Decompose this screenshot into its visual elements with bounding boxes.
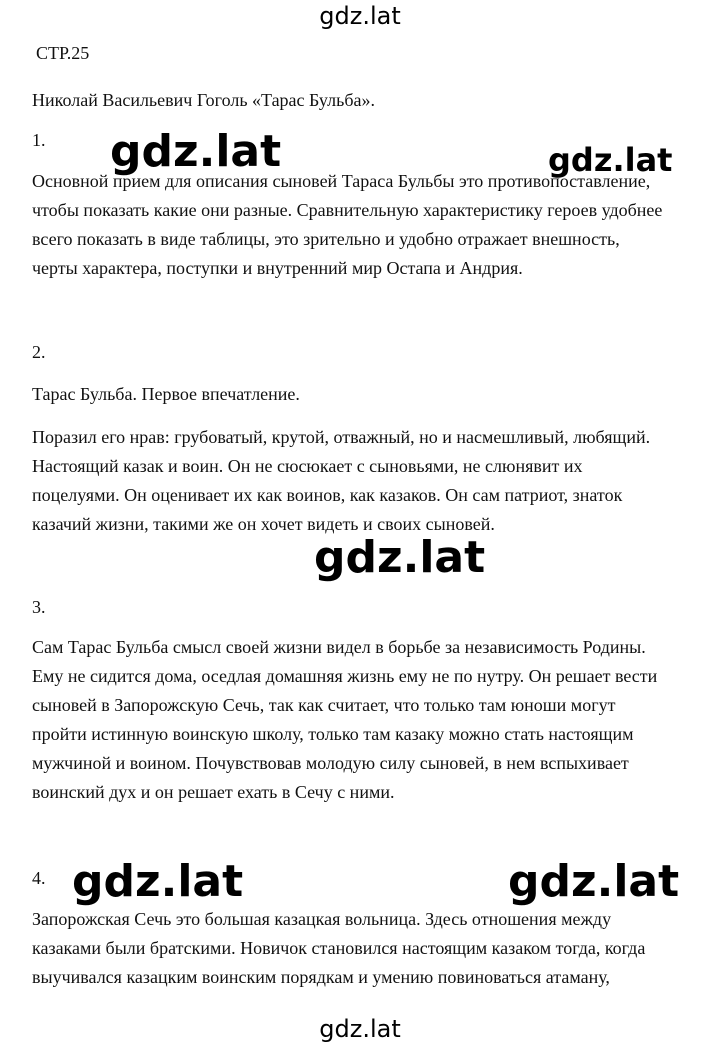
text-line: мужчиной и воином. Почувствовав молодую силу сыновей, в нем вспыхивает (32, 753, 629, 773)
text-line: Основной прием для описания сыновей Тараса Бульбы это противопоставление, (32, 171, 651, 191)
section-1-number: 1. (32, 130, 46, 150)
work-title: Николай Васильевич Гоголь «Тарас Бульба». (32, 90, 375, 110)
text-line: воинский дух и он решает ехать в Сечу с ними. (32, 782, 395, 802)
section-3-number: 3. (32, 597, 46, 617)
watermark-large-2: gdz.lat (548, 141, 673, 179)
text-line: казаками были братскими. Новичок становился настоящим казаком тогда, когда (32, 938, 646, 958)
section-2-heading: Тарас Бульба. Первое впечатление. (32, 384, 300, 404)
text-line: чтобы показать какие они разные. Сравнительную характеристику героев удобнее (32, 200, 663, 220)
watermark-bottom: gdz.lat (319, 1015, 401, 1043)
watermark-large-3: gdz.lat (314, 532, 486, 583)
text-line: Поразил его нрав: грубоватый, крутой, отважный, но и насмешливый, любящий. (32, 427, 651, 447)
text-line: казачий жизни, такими же он хочет видеть и своих сыновей. (32, 514, 495, 534)
page-label: СТР.25 (36, 43, 90, 63)
section-2-number: 2. (32, 342, 46, 362)
text-line: Ему не сидится дома, оседлая домашняя жизнь ему не по нутру. Он решает вести (32, 666, 658, 686)
watermark-large-1: gdz.lat (110, 126, 282, 177)
text-line: Настоящий казак и воин. Он не сюсюкает с сыновьями, не слюнявит их (32, 456, 583, 476)
text-line: Запорожская Сечь это большая казацкая вольница. Здесь отношения между (32, 909, 612, 929)
section-3-text (32, 633, 720, 807)
text-line: сыновей в Запорожскую Сечь, так как считает, что только там юноши могут (32, 695, 616, 715)
text-line: черты характера, поступки и внутренний мир Остапа и Андрия. (32, 258, 523, 278)
section-2-text (32, 423, 720, 539)
text-line: пройти истинную воинскую школу, только там казаку можно стать настоящим (32, 724, 634, 744)
section-1-text (32, 167, 720, 283)
text-line: Сам Тарас Бульба смысл своей жизни видел в борьбе за независимость Родины. (32, 637, 646, 657)
watermark-large-5: gdz.lat (508, 856, 680, 907)
section-4-text (32, 905, 720, 992)
watermark-top: gdz.lat (319, 2, 401, 30)
text-line: выучивался казацким воинским порядкам и умению повиноваться атаману, (32, 967, 610, 987)
text-line: поцелуями. Он оценивает их как воинов, как казаков. Он сам патриот, знаток (32, 485, 623, 505)
watermark-large-4: gdz.lat (72, 856, 244, 907)
text-line: всего показать в виде таблицы, это зрительно и удобно отражает внешность, (32, 229, 620, 249)
section-4-number: 4. (32, 868, 46, 888)
